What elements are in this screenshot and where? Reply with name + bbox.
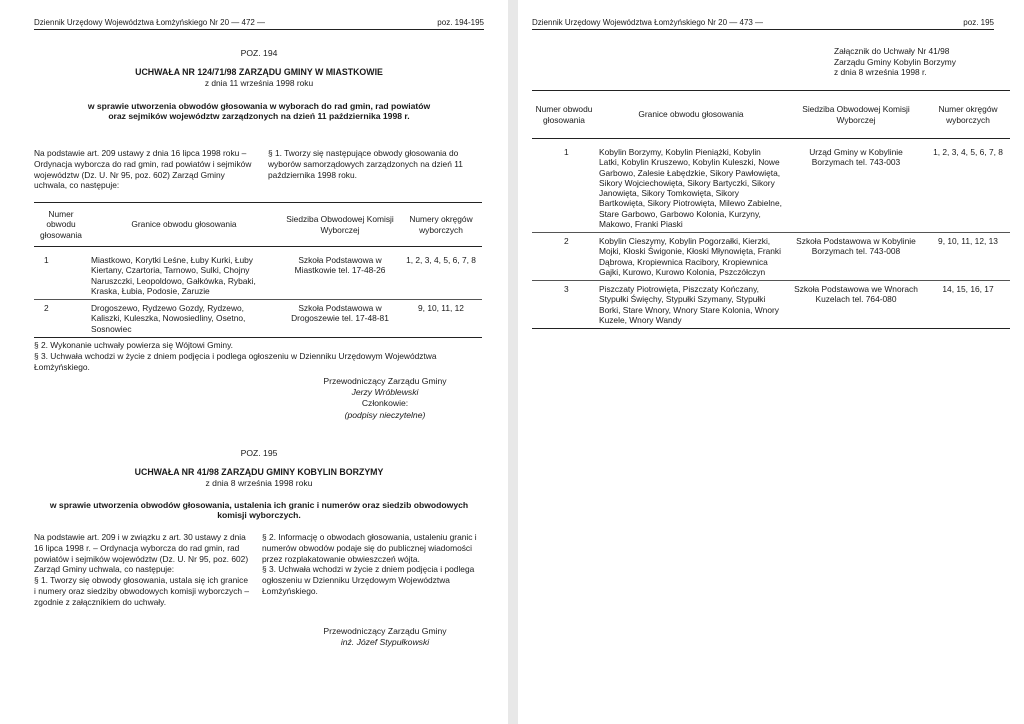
table-row (532, 139, 1010, 233)
table-row (34, 247, 482, 300)
cell-number: 3 (532, 281, 596, 329)
cell-seat: Szkoła Podstawowa we Wnorach Kuzelach tel. 764-080 (786, 281, 926, 329)
cell-bounds: Drogoszewo, Rydzewo Gozdy, Rydzewo, Kaliszki, Kuleszka, Nowosiedliny, Osetno, Sosnowiec (88, 300, 280, 338)
cell-bounds: Miastkowo, Korytki Leśne, Łuby Kurki, Łuby Kiertany, Czartoria, Tarnowo, Sulki, Chojny Naruszczki, Leopoldowo, Gałkówka, Rybaki, Kraska, Łubia, Podosie, Zaruzie (91, 255, 256, 296)
position-number: poz. 194-195 (437, 18, 484, 27)
signature-role: Przewodniczący Zarządu Gminy (323, 376, 447, 386)
poz194-subject-2: oraz sejmików województw zarządzonych na dzień 11 października 1998 r. (108, 111, 410, 122)
poz195-title: UCHWAŁA NR 41/98 ZARZĄDU GMINY KOBYLIN BORZYMY (134, 467, 384, 478)
poz194-subject-1: w sprawie utworzenia obwodów głosowania w wyborach do rad gmin, rad powiatów (87, 101, 431, 111)
signature-note: (podpisy nieczytelne) (344, 409, 426, 420)
poz195-subject-2: komisji wyborczych. (217, 510, 301, 521)
header-number: Numer obwodu głosowania (34, 203, 88, 247)
cell-number: 1 (44, 255, 49, 265)
header-bounds: Granice obwodu głosowania (88, 203, 280, 247)
table-row (34, 300, 482, 338)
page-header (34, 18, 484, 30)
header-districts: Numer okręgów wyborczych (926, 91, 1010, 139)
cell-districts: 1, 2, 3, 4, 5, 6, 7, 8 (406, 255, 476, 265)
poz195-col1: Na podstawie art. 209 i w związku z art. 30 ustawy z dnia 16 lipca 1998 r. – Ordynacja wyborcza do rad gmin, rad powiatów i sejmików województw (Dz. U. Nr 95, poz. 602) Zarząd Gminy uchwala, co następuje: § 1. Tworzy się obwody głosowania, ustala się ich granice i numery oraz siedziby obwodowych komisji wyborczych – zgodnie z załącznikiem do uchwały. (34, 532, 250, 607)
right-page (518, 0, 1024, 724)
poz195-signature (290, 626, 480, 648)
signature-name: Jerzy Wróblewski (351, 387, 419, 398)
poz194-subject (34, 101, 484, 122)
position-number: poz. 195 (963, 18, 994, 27)
poz195-col2: § 2. Informację o obwodach głosowania, ustaleniu granic i numerów obwodów podaje się do publicznej wiadomości przez rozplakatowanie obwieszczeń wójta. § 3. Uchwała wchodzi w życie z dniem podjęcia i podlega ogłoszeniu w Dzienniku Urzędowym Województwa Łomżyńskiego. (262, 532, 477, 596)
cell-districts: 14, 15, 16, 17 (926, 281, 1010, 329)
annex-line-1: Załącznik do Uchwały Nr 41/98 (834, 46, 950, 56)
poz195-subject-1: w sprawie utworzenia obwodów głosowania, ustalenia ich granic i numerów oraz siedzib obwodowych (49, 500, 469, 510)
annex-line-2: Zarządu Gminy Kobylin Borzymy (834, 56, 956, 67)
cell-bounds: Kobylin Borzymy, Kobylin Pieniążki, Kobylin Latki, Kobylin Kruszewo, Kobylin Kuleszki, Nowe Garbowo, Zalesie Łabędzkie, Sikory Pawłowięta, Sikory Wojciechowięta, Sikory Bartyczki, Sikory Janowięta, Sikory Tomkowięta, Sikory Bartkowięta, Sikory Piotrowięta, Milewo Zabielne, Stare Garbowo, Garbowo Kolonia, Kurzyny, Makowo, Franki Piaski (599, 147, 782, 229)
poz195-heading (34, 448, 484, 489)
header-bounds: Granice obwodu głosowania (596, 91, 786, 139)
signature-members: Członkowie: (361, 398, 409, 409)
annex-table (532, 90, 1010, 329)
poz194-para3: § 3. Uchwała wchodzi w życie z dniem podjęcia i podlega ogłoszeniu w Dzienniku Urzędowym Województwa Łomżyńskiego. (34, 350, 437, 372)
cell-seat: Urząd Gminy w Kobylinie Borzymach tel. 743-003 (809, 147, 903, 168)
table-row (532, 281, 1010, 329)
cell-districts: 9, 10, 11, 12, 13 (926, 233, 1010, 281)
poz195-label: POZ. 195 (240, 448, 278, 458)
cell-seat: Szkoła Podstawowa w Kobylinie Borzymach tel. 743-008 (786, 233, 926, 281)
table-header-row (532, 91, 1010, 139)
annex-note (834, 46, 1004, 78)
poz194-table (34, 202, 482, 338)
poz194-preamble: Na podstawie art. 209 ustawy z dnia 16 lipca 1998 roku – Ordynacja wyborcza do rad gmin, rad powiatów i sejmików województw (Dz. U. Nr 95, poz. 602) Zarząd Gminy uchwala, co następuje: (34, 148, 252, 191)
page-gutter (508, 0, 518, 724)
cell-bounds: Kobylin Cieszymy, Kobylin Pogorzałki, Kierzki, Mojki, Kłoski Świgonie, Kłoski Młynowięta, Franki Dąbrowa, Kropiewnica Racibory, Kropiewnica Gajki, Kurowo, Kurowo Kolonia, Pszczółczyn (596, 233, 786, 281)
poz194-date: z dnia 11 września 1998 roku (204, 78, 314, 89)
signature-name: inż. Józef Stypułkowski (340, 637, 430, 648)
cell-seat: Szkoła Podstawowa w Miastkowie tel. 17-48-26 (294, 255, 386, 276)
poz194-signature (290, 376, 480, 421)
cell-districts: 1, 2, 3, 4, 5, 6, 7, 8 (933, 147, 1003, 157)
signature-role: Przewodniczący Zarządu Gminy (323, 626, 447, 636)
page-header (532, 18, 994, 30)
left-page (0, 0, 506, 724)
header-number: Numer obwodu głosowania (532, 91, 596, 139)
poz194-para2: § 2. Wykonanie uchwały powierza się Wójtowi Gminy. (34, 340, 233, 350)
journal-title: Dziennik Urzędowy Województwa Łomżyńskiego Nr 20 — 472 — (34, 18, 266, 27)
cell-number: 1 (564, 147, 569, 157)
table-row (532, 233, 1010, 281)
cell-seat: Szkoła Podstawowa w Drogoszewie tel. 17-48-81 (280, 300, 400, 338)
header-seat: Siedziba Obwodowej Komisji Wyborczej (280, 203, 400, 247)
cell-number: 2 (532, 233, 596, 281)
cell-number: 2 (34, 300, 88, 338)
poz194-label: POZ. 194 (240, 48, 278, 58)
annex-line-3: z dnia 8 września 1998 r. (834, 67, 927, 77)
poz194-title: UCHWAŁA NR 124/71/98 ZARZĄDU GMINY W MIASTKOWIE (135, 67, 383, 78)
cell-districts: 9, 10, 11, 12 (400, 300, 482, 338)
header-districts: Numery okręgów wyborczych (400, 203, 482, 247)
poz194-heading (34, 48, 484, 88)
cell-bounds: Piszczaty Piotrowięta, Piszczaty Kończany, Stypułki Święchy, Stypułki Szymany, Stypułki Borki, Stare Wnory, Wnory Stare Kolonia, Wnory Kuzele, Wnory Wandy (596, 281, 786, 329)
header-seat: Siedziba Obwodowej Komisji Wyborczej (786, 91, 926, 139)
poz194-para1: § 1. Tworzy się następujące obwody głosowania do wyborów samorządowych zarządzonych na dzień 11 października 1998 roku. (268, 148, 463, 180)
poz195-date: z dnia 8 września 1998 roku (205, 478, 313, 489)
table-header-row (34, 203, 482, 247)
journal-title: Dziennik Urzędowy Województwa Łomżyńskiego Nr 20 — 473 — (532, 18, 764, 27)
poz194-closing (34, 340, 474, 372)
poz195-subject (34, 500, 484, 521)
